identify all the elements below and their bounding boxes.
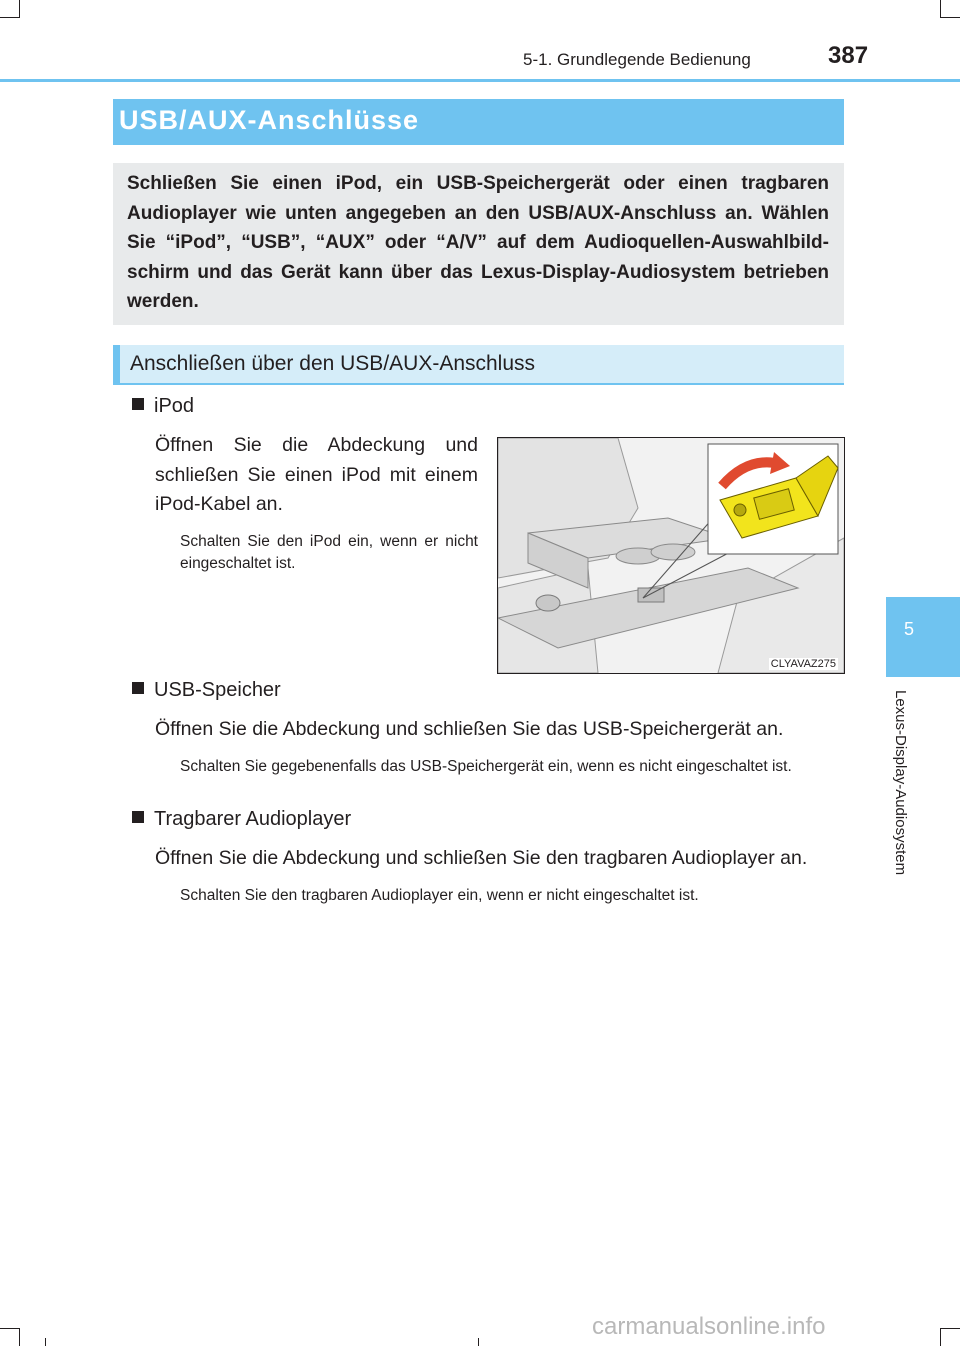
intro-text: Schließen Sie einen iPod, ein USB-Speichergerät oder einen tragbaren Audioplayer wie unten angegeben an den USB/AUX-Anschluss an. Wählen Sie “iPod”, “USB”, “AUX” oder “A/V” auf dem Audioquellen-Auswahlbild-schirm und das Gerät kann über das Lexus-Display-Audiosystem betrieben werden. (127, 173, 829, 312)
crop-mark (940, 1328, 960, 1329)
console-drawing (498, 438, 844, 673)
crop-mark (940, 17, 960, 18)
section-text-ipod: Öffnen Sie die Abdeckung und schließen Sie einen iPod mit einem iPod-Kabel an. (155, 434, 478, 515)
crop-mark (940, 0, 941, 18)
bullet-square-icon (132, 682, 144, 694)
section-heading-audioplayer (132, 808, 351, 831)
crop-mark (0, 17, 20, 18)
crop-mark (0, 1328, 20, 1329)
section-note-ipod: Schalten Sie den iPod ein, wenn er nicht eingeschaltet ist. (180, 533, 478, 572)
crop-mark (478, 1338, 479, 1346)
subheading-bar (113, 345, 844, 385)
console-illustration (497, 437, 845, 674)
crop-mark (45, 1338, 46, 1346)
crop-mark (19, 0, 20, 18)
chapter-tab (886, 597, 960, 677)
subheading-accent (113, 345, 120, 385)
section-text-usb: Öffnen Sie die Abdeckung und schließen Sie das USB-Speichergerät an. (155, 718, 784, 740)
bullet-square-icon (132, 811, 144, 823)
crop-mark (19, 1328, 20, 1346)
section-heading-usb (132, 679, 281, 702)
section-heading-text: Tragbarer Audioplayer (154, 808, 352, 830)
bullet-square-icon (132, 398, 144, 410)
chapter-number: 5 (904, 619, 915, 639)
watermark-link[interactable]: carmanualsonline.info (592, 1313, 826, 1340)
page-number: 387 (828, 42, 869, 69)
header-section-title: 5-1. Grundlegende Bedienung (523, 50, 751, 69)
section-heading-text: iPod (154, 395, 195, 417)
chapter-title: Lexus-Display-Audiosystem (892, 690, 909, 876)
crop-mark (940, 1328, 941, 1346)
header-rule (0, 79, 960, 82)
section-heading-text: USB-Speicher (154, 679, 281, 701)
section-note-usb: Schalten Sie gegebenenfalls das USB-Speichergerät ein, wenn es nicht eingeschaltet ist. (180, 758, 792, 775)
intro-box (113, 163, 844, 325)
section-note-audioplayer: Schalten Sie den tragbaren Audioplayer ein, wenn er nicht eingeschaltet ist. (180, 887, 699, 904)
section-heading-ipod (132, 395, 194, 418)
illustration-code: CLYAVAZ275 (770, 658, 836, 670)
section-text-audioplayer: Öffnen Sie die Abdeckung und schließen Sie den tragbaren Audioplayer an. (155, 847, 808, 869)
title-bar (113, 99, 844, 145)
subheading-text: Anschließen über den USB/AUX-Anschluss (130, 352, 536, 375)
page-title: USB/AUX-Anschlüsse (119, 105, 420, 135)
